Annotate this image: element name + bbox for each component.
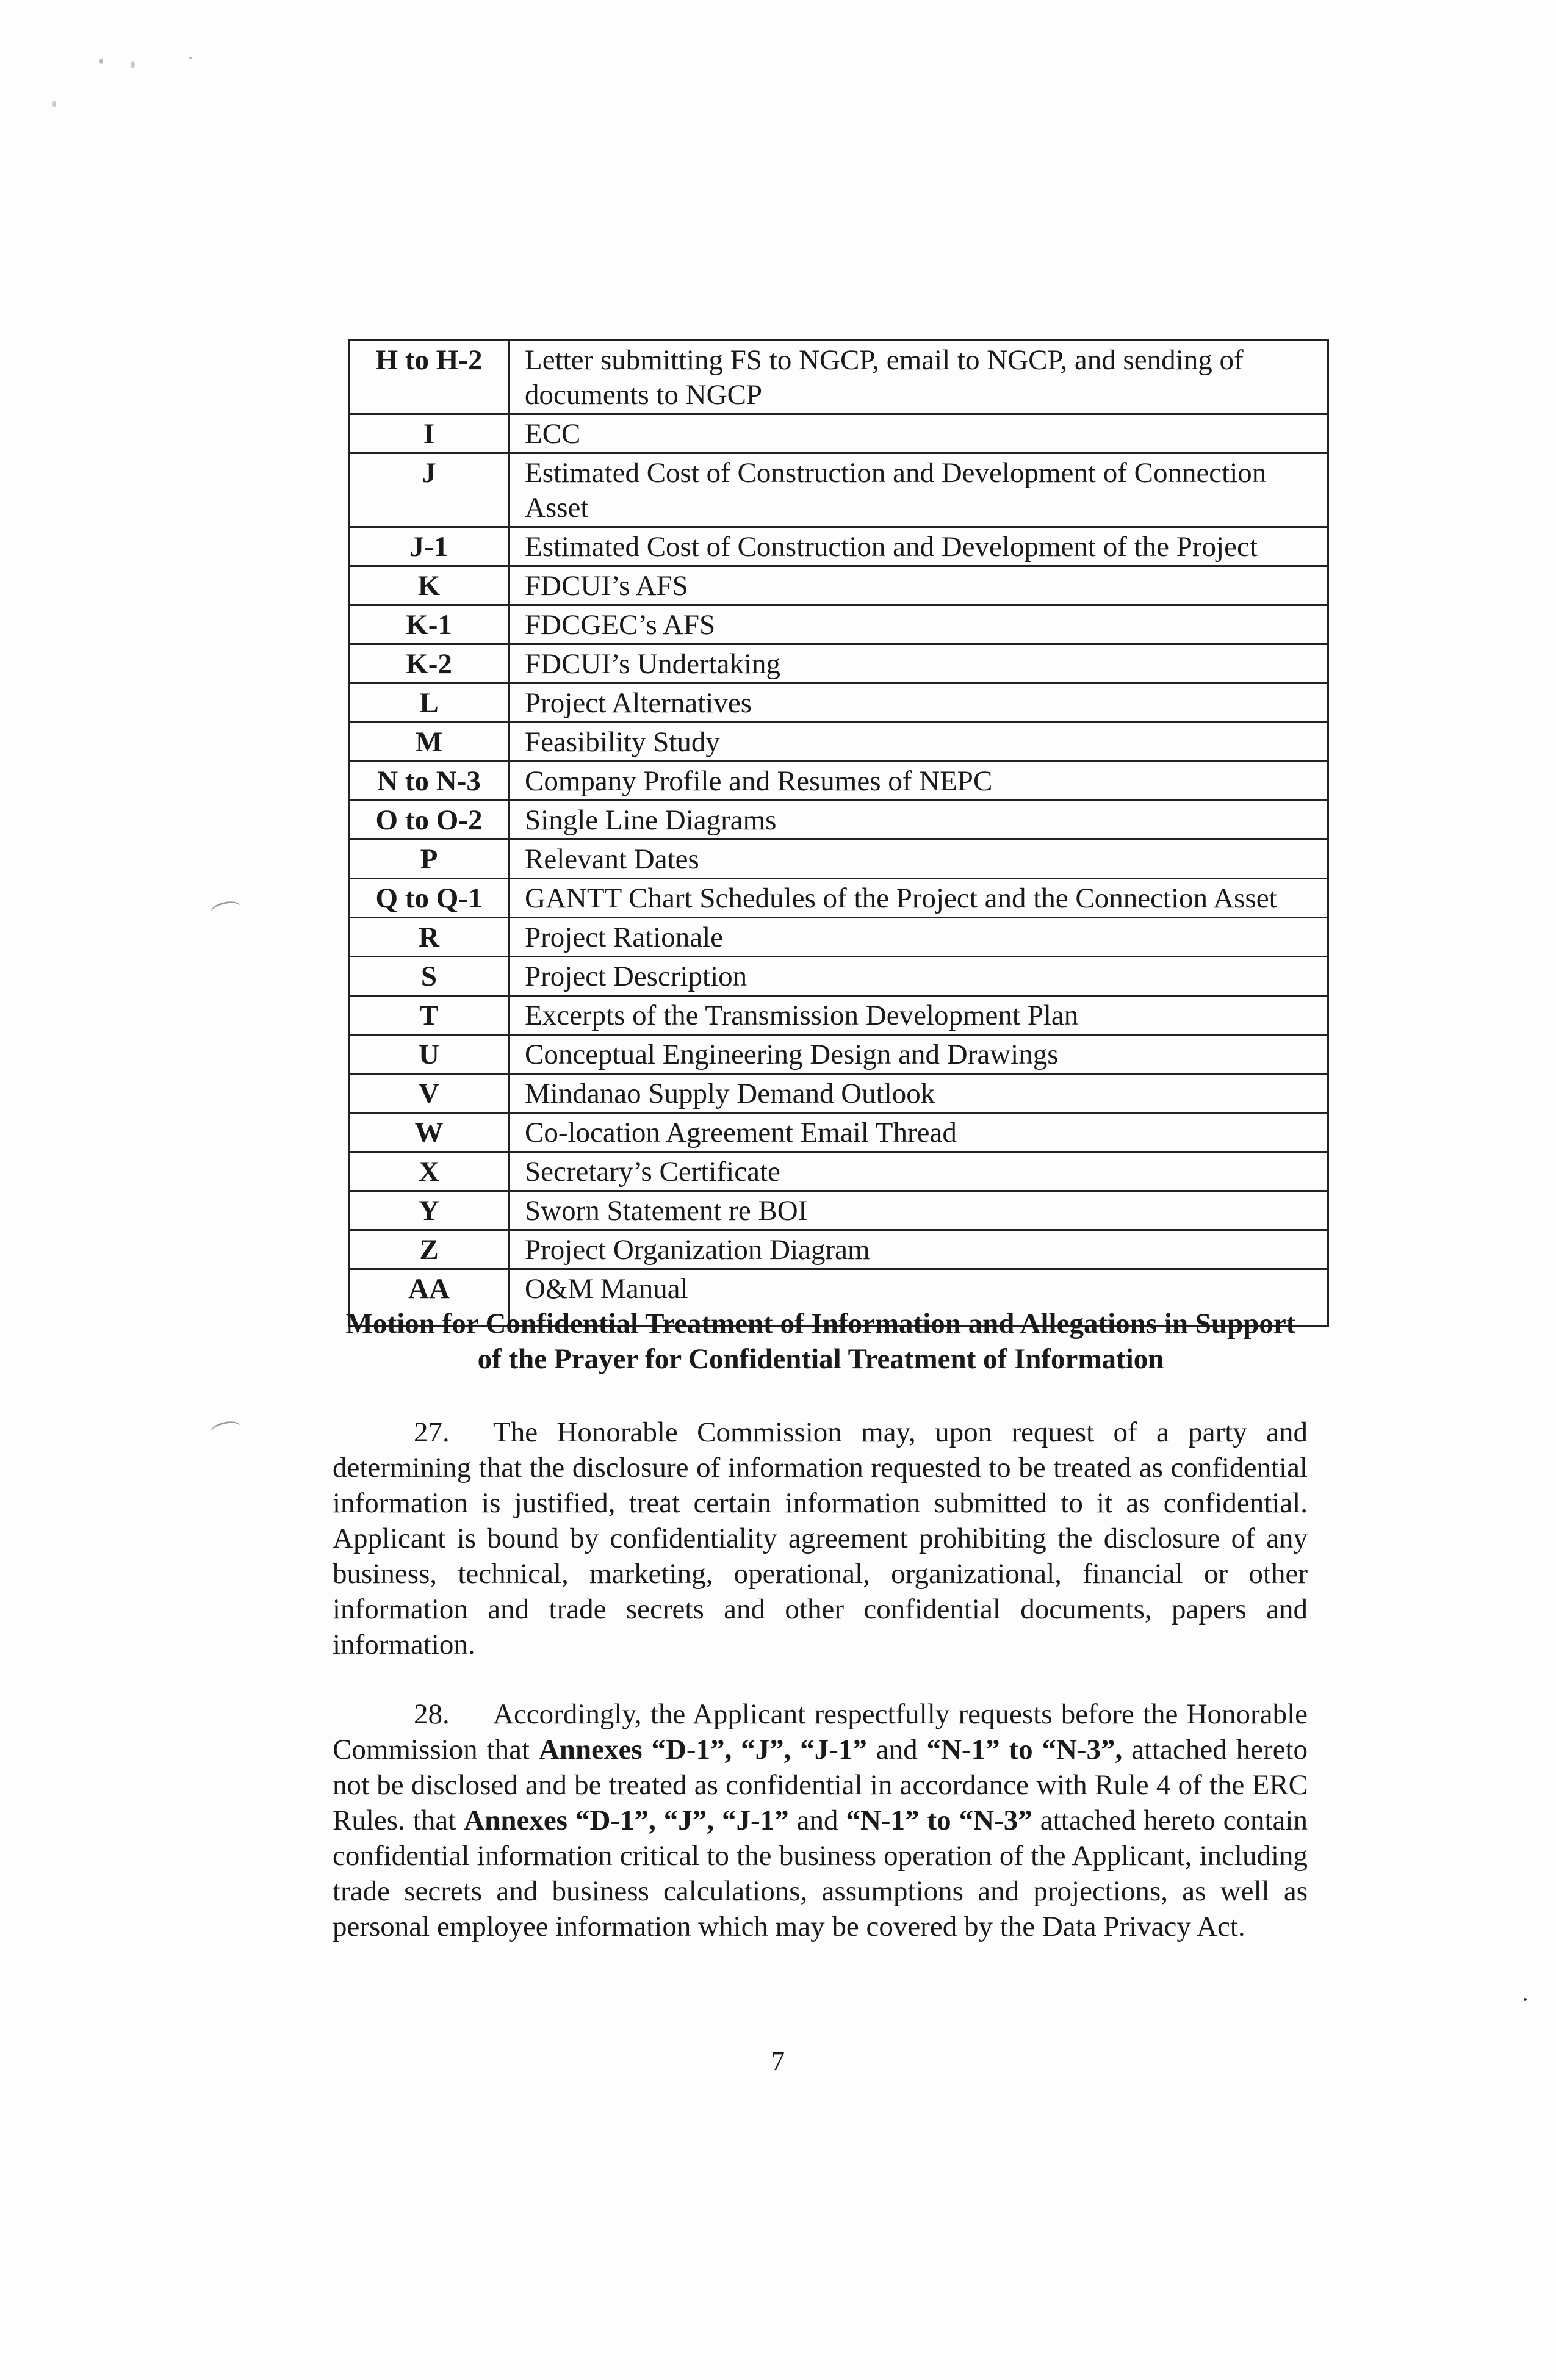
annex-table-body — [349, 341, 1328, 1326]
annex-row — [349, 918, 1328, 957]
annex-description: Secretary’s Certificate — [510, 1152, 1328, 1191]
annex-description: Feasibility Study — [510, 723, 1328, 762]
paragraph-text: attached hereto not be disclosed and be treated as confidential in accordance with Rule 4 of the ERC Rules. that — [333, 1734, 1308, 1836]
annex-row — [349, 341, 1328, 414]
annex-description: Project Description — [510, 957, 1328, 996]
annex-description: Sworn Statement re BOI — [510, 1191, 1328, 1230]
annex-code: X — [349, 1152, 510, 1191]
annex-description: Estimated Cost of Construction and Development of the Project — [510, 527, 1328, 566]
annex-code: Z — [349, 1230, 510, 1269]
annex-description: FDCUI’s AFS — [510, 566, 1328, 605]
annex-reference: Annexes “D-1”, “J”, “J-1” — [538, 1734, 867, 1765]
annex-row — [349, 879, 1328, 918]
annex-code: K-1 — [349, 605, 510, 644]
annex-description: Relevant Dates — [510, 840, 1328, 879]
paragraph-number: 27. — [414, 1416, 450, 1448]
annex-row — [349, 1230, 1328, 1269]
annex-row — [349, 644, 1328, 683]
scan-speck — [131, 61, 135, 68]
annex-description: Company Profile and Resumes of NEPC — [510, 762, 1328, 801]
annex-reference: “N-1” to “N-3”, — [926, 1734, 1123, 1765]
annex-code: Q to Q-1 — [349, 879, 510, 918]
scan-speck — [52, 101, 56, 107]
annex-row — [349, 605, 1328, 644]
annex-row — [349, 566, 1328, 605]
annex-reference: Annexes “D-1”, “J”, “J-1” — [464, 1805, 789, 1836]
annex-description: GANTT Chart Schedules of the Project and the Connection Asset — [510, 879, 1328, 918]
annex-code: H to H-2 — [349, 341, 510, 414]
annex-code: P — [349, 840, 510, 879]
annex-row — [349, 1113, 1328, 1152]
annex-code: N to N-3 — [349, 762, 510, 801]
annex-description: Excerpts of the Transmission Development Plan — [510, 996, 1328, 1035]
paragraph-27 — [333, 1415, 1308, 1662]
annex-description: Conceptual Engineering Design and Drawings — [510, 1035, 1328, 1074]
annex-table — [348, 339, 1329, 1327]
annex-reference: “N-1” to “N-3” — [846, 1805, 1032, 1836]
annex-row — [349, 1152, 1328, 1191]
annex-row — [349, 414, 1328, 453]
annex-code: I — [349, 414, 510, 453]
annex-code: J-1 — [349, 527, 510, 566]
annex-row — [349, 996, 1328, 1035]
section-heading: Motion for Confidential Treatment of Information and Allegations in Support of the Prayer for Confidential Treatment of Information — [345, 1308, 1296, 1375]
paragraph-number: 28. — [414, 1698, 450, 1730]
annex-row — [349, 1191, 1328, 1230]
annex-description: Single Line Diagrams — [510, 801, 1328, 840]
annex-code: M — [349, 723, 510, 762]
annex-description: Mindanao Supply Demand Outlook — [510, 1074, 1328, 1113]
annex-code: V — [349, 1074, 510, 1113]
margin-mark — [209, 1419, 242, 1440]
annex-code: J — [349, 453, 510, 527]
paragraph-28 — [333, 1697, 1308, 1944]
annex-code: R — [349, 918, 510, 957]
annex-description: O&M Manual — [510, 1269, 1328, 1326]
annex-description: Project Organization Diagram — [510, 1230, 1328, 1269]
annex-row — [349, 840, 1328, 879]
annex-description: Letter submitting FS to NGCP, email to NGCP, and sending of documents to NGCP — [510, 341, 1328, 414]
annex-code: O to O-2 — [349, 801, 510, 840]
annex-description: Project Rationale — [510, 918, 1328, 957]
annex-row — [349, 1074, 1328, 1113]
annex-row — [349, 527, 1328, 566]
annex-code: T — [349, 996, 510, 1035]
scan-speck — [99, 59, 103, 64]
paragraph-text: The Honorable Commission may, upon request of a party and determining that the disclosure of information requested to be treated as confidential information is justified, treat certain information submitted to it as confidential. Applicant is bound by confidentiality agreement prohibiting the disclosure of any business, technical, marketing, operational, organizational, financial or other information and trade secrets and other confidential documents, papers and information. — [333, 1416, 1308, 1661]
scan-speck — [1524, 1998, 1527, 2001]
annex-row — [349, 801, 1328, 840]
annex-row — [349, 762, 1328, 801]
annex-row — [349, 957, 1328, 996]
annex-description: FDCGEC’s AFS — [510, 605, 1328, 644]
annex-row — [349, 683, 1328, 723]
annex-row — [349, 1035, 1328, 1074]
annex-code: K — [349, 566, 510, 605]
annex-description: FDCUI’s Undertaking — [510, 644, 1328, 683]
paragraph-text: and — [788, 1805, 846, 1836]
annex-description: Estimated Cost of Construction and Development of Connection Asset — [510, 453, 1328, 527]
margin-mark — [209, 899, 242, 920]
annex-code: Y — [349, 1191, 510, 1230]
paragraph-text: attached hereto contain confidential information critical to the business operation of the Applicant, including trade secrets and business calculations, assumptions and projections, as well as personal employee information which may be covered by the Data Privacy Act. — [333, 1805, 1308, 1942]
annex-row — [349, 723, 1328, 762]
annex-code: U — [349, 1035, 510, 1074]
annex-code: S — [349, 957, 510, 996]
paragraph-text: Accordingly, the Applicant respectfully requests before the Honorable Commission that — [333, 1698, 1308, 1765]
annex-description: Project Alternatives — [510, 683, 1328, 723]
page-number: 7 — [771, 2046, 785, 2076]
annex-description: Co-location Agreement Email Thread — [510, 1113, 1328, 1152]
annex-code: W — [349, 1113, 510, 1152]
paragraph-text: and — [866, 1734, 927, 1765]
scan-speck — [189, 57, 192, 59]
annex-code: AA — [349, 1269, 510, 1326]
annex-description: ECC — [510, 414, 1328, 453]
annex-code: K-2 — [349, 644, 510, 683]
annex-code: L — [349, 683, 510, 723]
annex-row — [349, 453, 1328, 527]
